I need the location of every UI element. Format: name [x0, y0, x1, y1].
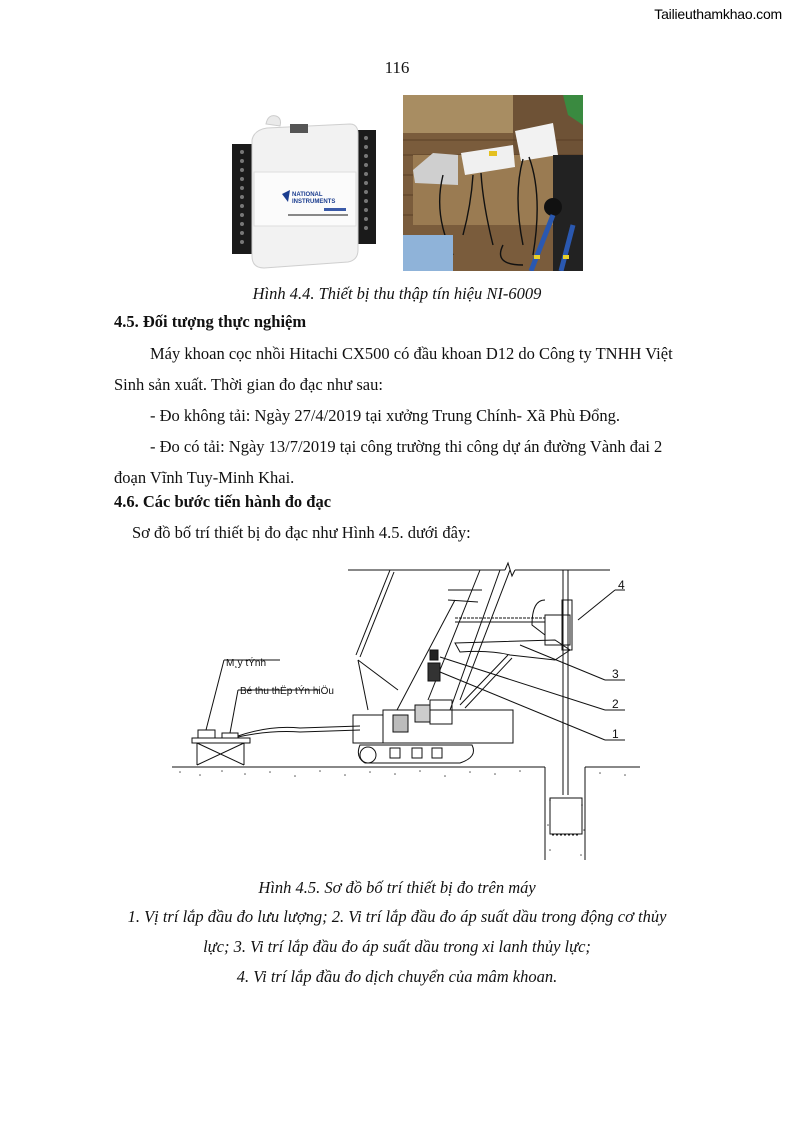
section-heading-4-5: 4.5. Đối tượng thực nghiệm: [114, 312, 307, 331]
section-4-5-body: [114, 338, 700, 493]
svg-text:INSTRUMENTS: INSTRUMENTS: [292, 199, 336, 205]
paragraph-line: Máy khoan cọc nhồi Hitachi CX500 có đầu khoan D12 do Công ty TNHH Việt: [150, 344, 673, 363]
site-photo: [403, 95, 583, 271]
label-daq: Bé thu thËp tÝn hiÖu: [240, 686, 334, 697]
figure-4-5-caption-line: lực; 3. Vi trí lắp đầu đo áp suất dầu trong xi lanh thủy lực;: [203, 937, 591, 956]
bullet-item-continued: đoạn Vĩnh Tuy-Minh Khai.: [114, 468, 295, 487]
ni-device-image: [232, 110, 378, 270]
section-heading-4-6: 4.6. Các bước tiến hành đo đạc: [114, 492, 332, 511]
figure-4-5-caption-title: Hình 4.5. Sơ đồ bố trí thiết bị đo trên máy: [258, 878, 536, 897]
paragraph-line: Sinh sản xuất. Thời gian đo đạc như sau:: [114, 375, 383, 394]
label-computer: M¸y tÝnh: [226, 658, 267, 669]
callout-4: 4: [618, 578, 625, 592]
watermark: Tailieuthamkhao.com: [654, 6, 782, 22]
page-number: 116: [384, 58, 410, 77]
bullet-item: - Đo không tải: Ngày 27/4/2019 tại xưởng Trung Chính- Xã Phù Đổng.: [150, 406, 621, 425]
figure-4-5-caption-line: 1. Vị trí lắp đầu đo lưu lượng; 2. Vi trí lắp đầu đo áp suất dầu trong động cơ thủy: [127, 907, 667, 926]
drilling-rig-diagram: [160, 560, 640, 865]
section-4-6-intro: Sơ đồ bố trí thiết bị đo đạc như Hình 4.5. dưới đây:: [132, 523, 471, 542]
svg-text:NATIONAL: NATIONAL: [292, 192, 323, 198]
bullet-item: - Đo có tải: Ngày 13/7/2019 tại công trường thi công dự án đường Vành đai 2: [150, 437, 663, 456]
figure-4-4-caption: Hình 4.4. Thiết bị thu thập tín hiệu NI-6009: [252, 284, 542, 303]
callout-1: 1: [612, 727, 619, 741]
callout-2: 2: [612, 697, 619, 711]
callout-3: 3: [612, 667, 619, 681]
figure-4-5-caption-line: 4. Vi trí lắp đầu đo dịch chuyển của mâm khoan.: [236, 967, 558, 986]
